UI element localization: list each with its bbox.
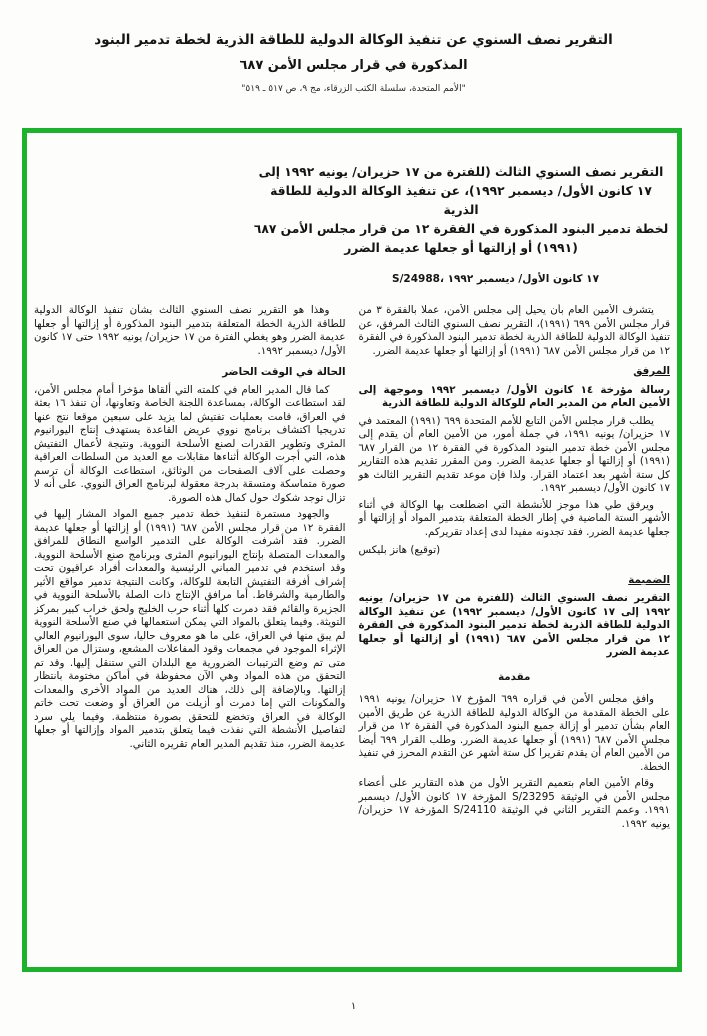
document-title-line2: المذكورة في قرار مجلس الأمن ٦٨٧ bbox=[239, 58, 468, 73]
signature-line: (توقيع) هانز بليكس bbox=[358, 544, 441, 556]
highlight-box bbox=[22, 128, 682, 972]
status-paragraph-2: والجهود مستمرة لتنفيذ خطة تدمير جميع المواد المشار إليها في الفقرة ١٢ من قرار مجلس الأمن ٦٨٧ (١٩٩١) أو إزالتها أو جعلها عديمة الضرر. فقد أشرفت الوكالة على التدمير الواسع النطاق للمرافق والمعدات المتصلة بإنتاج اليورانيوم المثرى وبرنامج صنع الأسلحة النووية. وقد استخدم في تدمير المباني الرئيسية والمعدات أفراد عراقيون تحت إشراف أفرقة التفتيش التابعة للوكالة، وكانت النتيجة تدمير مواقع الأثير والطارمية والشرقاط. أما مرافق الإنتاج ذات الصلة بالأسلحة النووية في الجزيرة والقائم فقد دمرت كلها أثناء حرب الخليج ولحق خراب كبير بمركز التويثة. وفيما يتعلق بالمواد التي يمكن استعمالها في صنع الأسلحة النووية لم يبق منها في العراق، على ما هو معروف حاليا، سوى اليورانيوم العالي الإثراء الموجود في مجمعات وقود المفاعلات المشعع، وستزال من العراق متى تم وضع الترتيبات الضرورية مع البلدان التي ستنقل إليها. وقد تم التحقق من هذه المواد وهي الآن محفوظة في أماكن مختومة بانتظار إزالتها. وبالإضافة إلى ذلك، هناك العديد من المواد الأخرى والمعدات والمكونات التي إما دمرت أو أزيلت من العراق أو وضعت تحت خاتم الوكالة في العراق وتخضع للتحقق بصورة منتظمة. وفيما يلي سرد لتفاصيل الأنشطة التي نفذت فيما يتعلق بتدمير المواد وإزالتها أو جعلها عديمة الضرر، منذ تقديم المدير العام تقريره الثاني. bbox=[34, 508, 346, 750]
document-reference: S/24988، ١٧ كانون الأول/ ديسمبر ١٩٩٢ bbox=[392, 273, 599, 285]
report-scope-paragraph: وهذا هو التقرير نصف السنوي الثالث بشأن تنفيذ الوكالة الدولية للطاقة الذرية الخطة المتعلقة بتدمير البنود المذكورة أو إزالتها أو جعلها عديمة الضرر وهو يغطي الفترة من ١٧ حزيران/ يونيه ١٩٩٢ حتى ١٧ كانون الأول/ ديسمبر ١٩٩٢. bbox=[34, 304, 346, 357]
letter-paragraph-2: ويرفق طي هذا موجز للأنشطة التي اضطلعت بها الوكالة في أثناء الأشهر الستة الماضية في إطار الخطة المتعلقة بتدمير المواد أو إزالتها أو جعلها عديمة الضرر. فقد تجدونه مفيدا لدى إعداد تقريركم. bbox=[358, 498, 670, 538]
enclosure-title: التقرير نصف السنوي الثالث (للفترة من ١٧ حزيران/ يونيه ١٩٩٢ إلى ١٧ كانون الأول/ ديسمبر ١٩٩٢) عن تنفيذ الوكالة الدولية للطاقة الذرية لخطة تدمير البنود المذكورة في الفقرة ١٢ من قرار مجلس الأمن ٦٨٧ (١٩٩١) أو إزالتها أو جعلها عديمة الضرر bbox=[358, 592, 670, 658]
report-title-block bbox=[251, 163, 671, 258]
document-title-line1: التقرير نصف السنوي عن تنفيذ الوكالة الدولية للطاقة الذرية لخطة تدمير البنود bbox=[94, 32, 613, 48]
report-title-line-4: (١٩٩١) أو إزالتها أو جعلها عديمة الضرر bbox=[344, 241, 578, 255]
two-column-body bbox=[34, 304, 670, 952]
page-number: ١ bbox=[350, 1001, 357, 1012]
status-paragraph-1: كما قال المدير العام في كلمته التي ألقاها مؤخرا أمام مجلس الأمن، لقد استطاعت الوكالة، بمساعدة اللجنة الخاصة وتعاونها، أن تنفذ ١٦ بعثة في العراق، قامت بعمليات تفتيش لما يزيد على سبعين موقعا نتج عنها تدريجيا اكتشاف برنامج نووي عريض القاعدة يستهدف إنتاج اليورانيوم المثرى وتطوير القدرات لصنع الأسلحة النووية. ونتيجة لأعمال التفتيش هذه، التي أجرت الوكالة أثناءها مقابلات مع العديد من السلطات العراقية وحصلت على آلاف الصفحات من الوثائق، استطاعت الوكالة أن ترسم صورة متماسكة ومتسقة بدرجة معقولة لبرنامج العراق النووي. على أنه لا تزال توجد شكوك حول كمال هذه الصورة. bbox=[34, 383, 346, 504]
introduction-heading: مقدمة bbox=[498, 670, 531, 683]
letter-heading: رسالة مؤرخة ١٤ كانون الأول/ ديسمبر ١٩٩٢ وموجهة إلى الأمين العام من المدير العام للوكالة الدولية للطاقة الذرية bbox=[358, 383, 670, 409]
doc-ref-row bbox=[27, 273, 677, 285]
introduction-paragraph-1: وافق مجلس الأمن في قراره ٦٩٩ المؤرخ ١٧ حزيران/ يونيه ١٩٩١ على الخطة المقدمة من الوكالة الدولية للطاقة الذرية عن طريق الأمين العام بشأن تدمير أو إزالة جميع البنود المذكورة في الفقرة ١٢ من قرار مجلس الأمن ٦٨٧ (١٩٩١) أو جعلها عديمة الضرر. وطلب القرار ٦٩٩ أيضا من الأمين العام أن يقدم تقريرا كل ستة أشهر عن التقدم المحرز في تنفيذ الخطة. bbox=[358, 693, 670, 773]
transmittal-paragraph: يتشرف الأمين العام بأن يحيل إلى مجلس الأمن، عملا بالفقرة ٣ من قرار مجلس الأمن ٦٩٩ (١٩٩١)، التقرير نصف السنوي الثالث المرفق، عن تنفيذ الوكالة الدولية للطاقة الذرية لخطة تدمير البنود المذكورة في الفقرة ١٢ من قرار مجلس الأمن ٦٨٧ (١٩٩١) أو إزالتها أو جعلها عديمة الضرر. bbox=[358, 304, 670, 357]
current-status-heading: الحالة في الوقت الحاضر bbox=[222, 366, 346, 378]
annex-heading: المرفق bbox=[633, 365, 670, 377]
enclosure-heading: الضميمة bbox=[628, 573, 670, 586]
report-title-line-3: لخطة تدمير البنود المذكورة في الفقرة ١٢ من قرار مجلس الأمن ٦٨٧ bbox=[253, 222, 669, 236]
report-title-line-1: التقرير نصف السنوي الثالث (للفترة من ١٧ حزيران/ يونيه ١٩٩٢ إلى bbox=[258, 165, 664, 179]
page-header bbox=[0, 32, 707, 94]
letter-paragraph-1: يطلب قرار مجلس الأمن التابع للأمم المتحدة ٦٩٩ (١٩٩١) المعتمد في ١٧ حزيران/ يونيه ١٩٩١، في جملة أمور، من الأمين العام أن يقدم إلى مجلس الأمن خطة تدمير البنود المذكورة في الفقرة ١٢ من القرار ٦٨٧ (١٩٩١) أو إزالتها أو جعلها عديمة الضرر. ومن المقرر تقديم هذه التقارير كل ستة أشهر بعد اعتماد القرار. ولذا فإن موعد تقديم التقرير الثالث هو ١٧ كانون الأول/ ديسمبر ١٩٩٢. bbox=[358, 414, 670, 494]
source-citation: "الأمم المتحدة، سلسلة الكتب الزرقاء، مج ٩، ص ٥١٧ ـ ٥١٩" bbox=[241, 84, 466, 94]
report-title-line-2: ١٧ كانون الأول/ ديسمبر ١٩٩٢)، عن تنفيذ الوكالة الدولية للطاقة الذرية bbox=[270, 184, 652, 217]
right-column bbox=[359, 304, 671, 952]
left-column bbox=[34, 304, 346, 952]
introduction-paragraph-2: وقام الأمين العام بتعميم التقرير الأول من هذه التقارير على أعضاء مجلس الأمن في الوثيقة S/23295 المؤرخة ١٧ كانون الأول/ ديسمبر ١٩٩١. وعمم التقرير الثاني في الوثيقة S/24110 المؤرخة ١٧ حزيران/ يونيه ١٩٩٢. bbox=[358, 777, 670, 830]
